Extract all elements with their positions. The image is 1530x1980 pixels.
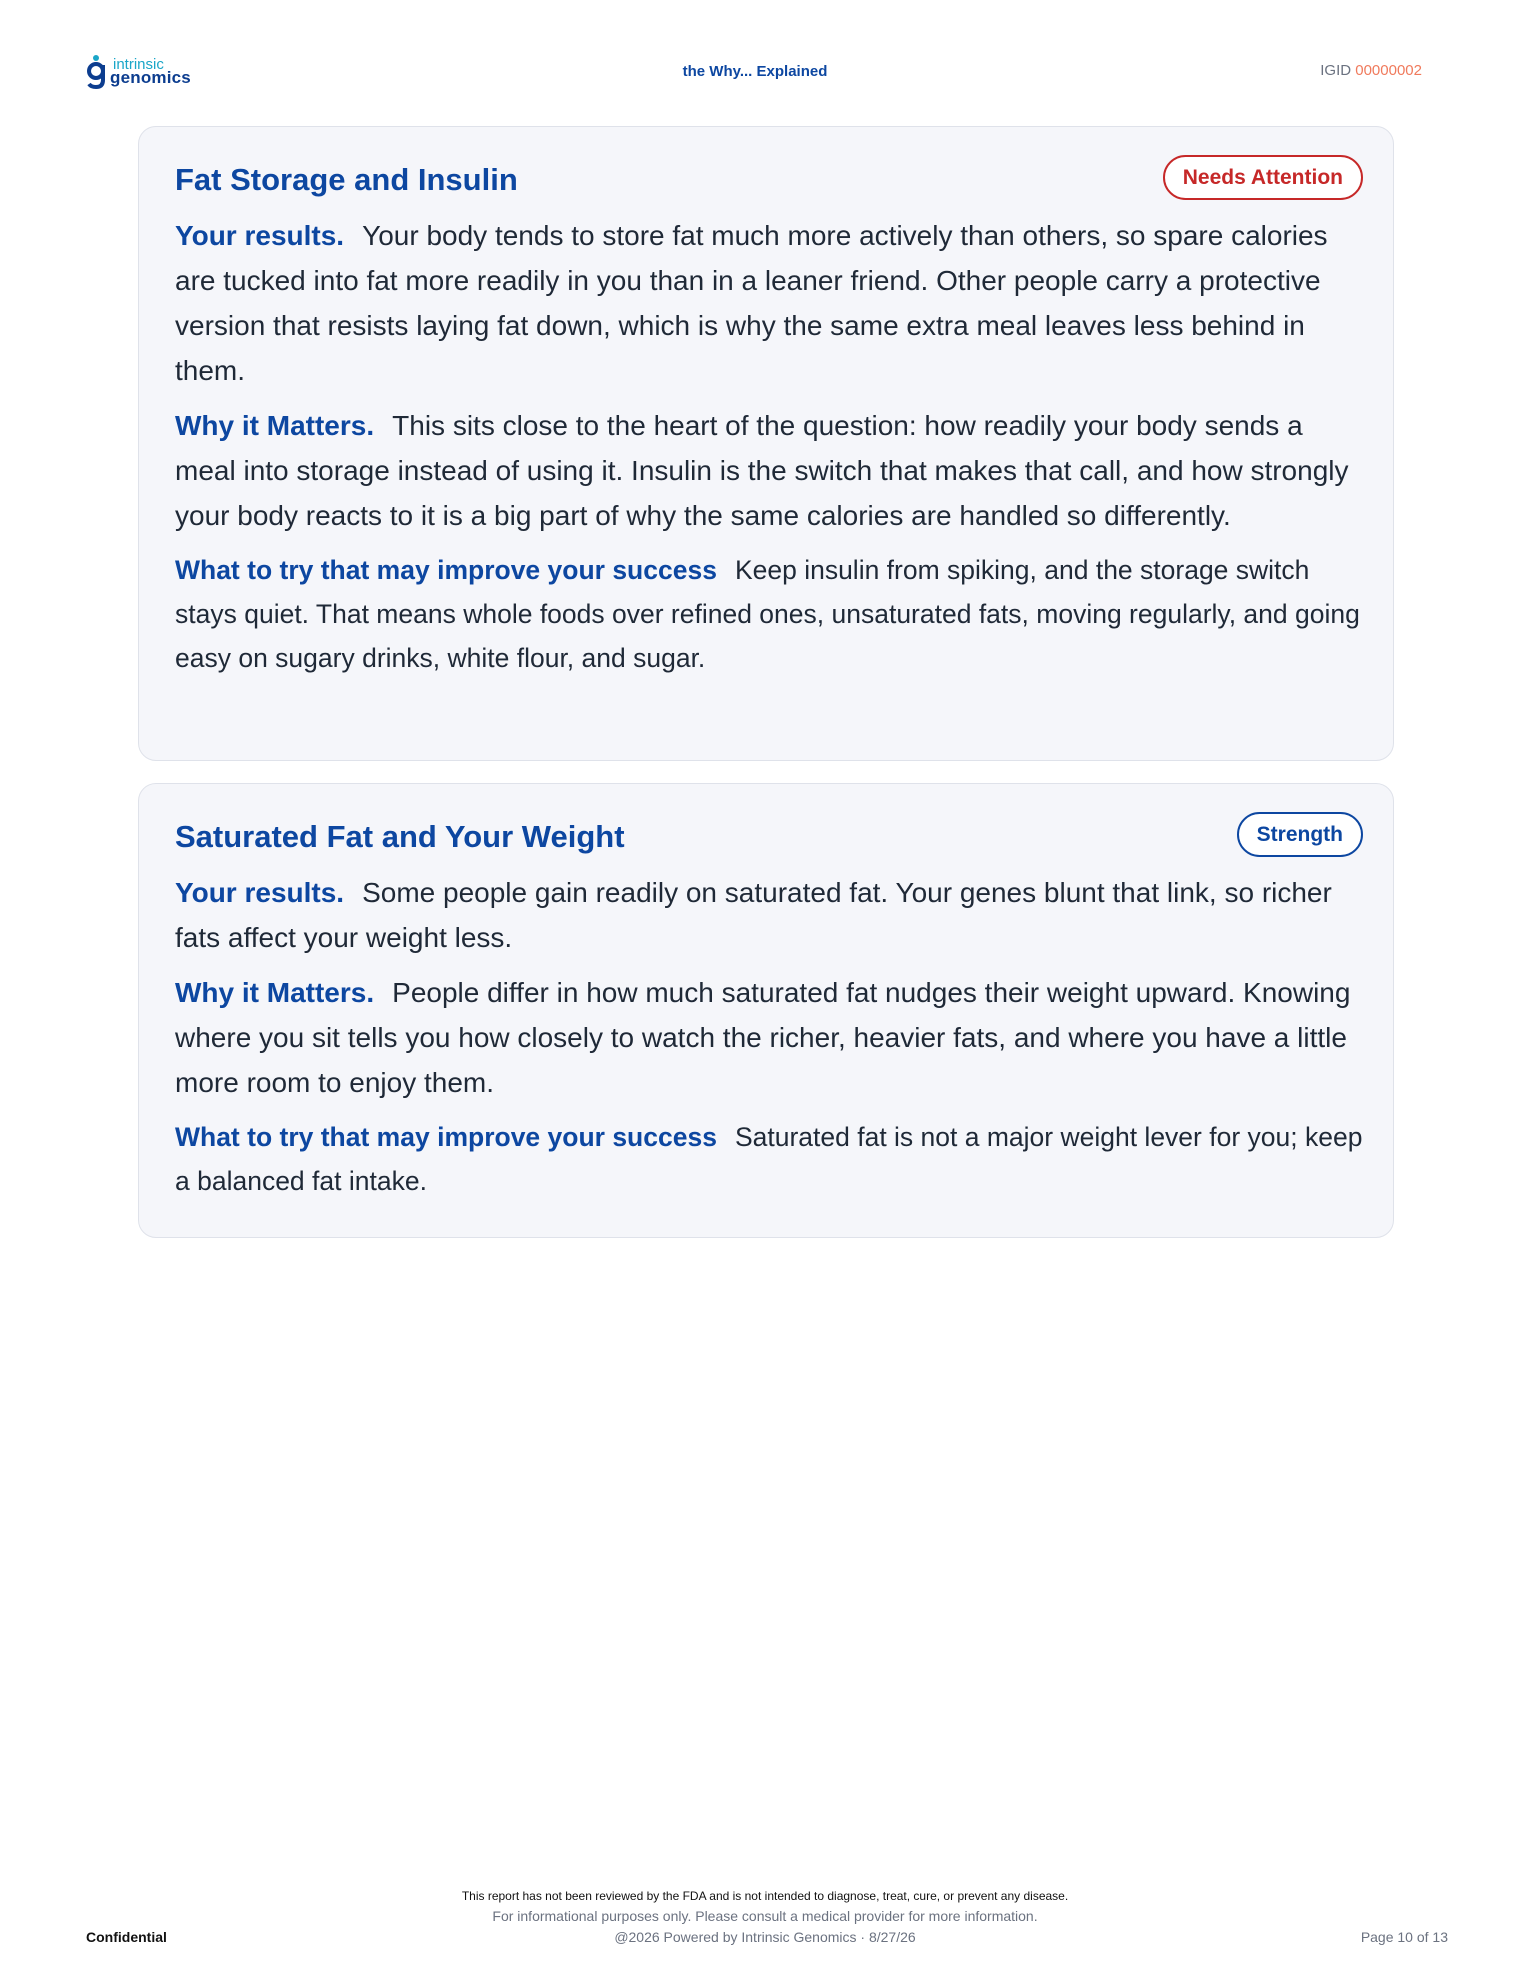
section-text: Keep insulin from spiking, and the storage switch stays quiet. That means whole foods over refined ones, unsaturated fats, moving regularly, and going easy on sugary drinks, white flour, and sugar. (175, 555, 1360, 673)
section-label: Your results. (175, 220, 345, 251)
igid-label: IGID (1320, 62, 1352, 79)
why-it-matters-paragraph (175, 403, 1363, 538)
what-to-try-paragraph (175, 1115, 1363, 1203)
page-header (0, 0, 1530, 110)
your-results-paragraph (175, 870, 1363, 960)
section-text: People differ in how much saturated fat nudges their weight upward. Knowing where you sit tells you how closely to watch the richer, heavier fats, and where you have a little more room to enjoy them. (175, 977, 1351, 1098)
confidential-label: Confidential (86, 1929, 167, 1945)
result-card-fat-storage (138, 126, 1394, 761)
section-text: Saturated fat is not a major weight lever for you; keep a balanced fat intake. (175, 1122, 1363, 1196)
section-label: Your results. (175, 877, 345, 908)
result-card-saturated-fat (138, 783, 1394, 1238)
fda-disclaimer: This report has not been reviewed by the FDA and is not intended to diagnose, treat, cure, or prevent any disease. (461, 1889, 1069, 1903)
status-badge-needs-attention: Needs Attention (1163, 155, 1363, 200)
igid (1320, 62, 1422, 79)
section-label: What to try that may improve your success (175, 555, 717, 585)
copyright-text: @2026 Powered by Intrinsic Genomics · 8/27/26 (614, 1929, 916, 1945)
why-it-matters-paragraph (175, 970, 1363, 1105)
page-footer (0, 1880, 1530, 1980)
logo-text-intrinsic: intrinsic (113, 56, 164, 73)
card-title: Fat Storage and Insulin (175, 162, 518, 197)
informational-disclaimer: For informational purposes only. Please consult a medical provider for more information. (492, 1908, 1038, 1924)
status-badge-strength: Strength (1237, 812, 1363, 857)
section-text: Some people gain readily on saturated fat. Your genes blunt that link, so richer fats affect your weight less. (175, 877, 1332, 953)
card-title: Saturated Fat and Your Weight (175, 819, 625, 854)
section-text: This sits close to the heart of the question: how readily your body sends a meal into storage instead of using it. Insulin is the switch that makes that call, and how strongly your body reacts to it is a big part of why the same calories are handled so differently. (175, 410, 1349, 531)
what-to-try-paragraph (175, 548, 1363, 680)
section-label: What to try that may improve your success (175, 1122, 717, 1152)
your-results-paragraph (175, 213, 1363, 393)
logo-text-genomics: genomics (110, 68, 191, 87)
section-label: Why it Matters. (175, 977, 375, 1008)
section-text: Your body tends to store fat much more actively than others, so spare calories are tucked into fat more readily in you than in a leaner friend. Other people carry a protective version that resists laying fat down, which is why the same extra meal leaves less behind in them. (175, 220, 1328, 386)
page-number: Page 10 of 13 (1360, 1929, 1448, 1945)
report-section-title: the Why... Explained (682, 63, 828, 80)
igid-value: 00000002 (1355, 62, 1422, 79)
section-label: Why it Matters. (175, 410, 375, 441)
